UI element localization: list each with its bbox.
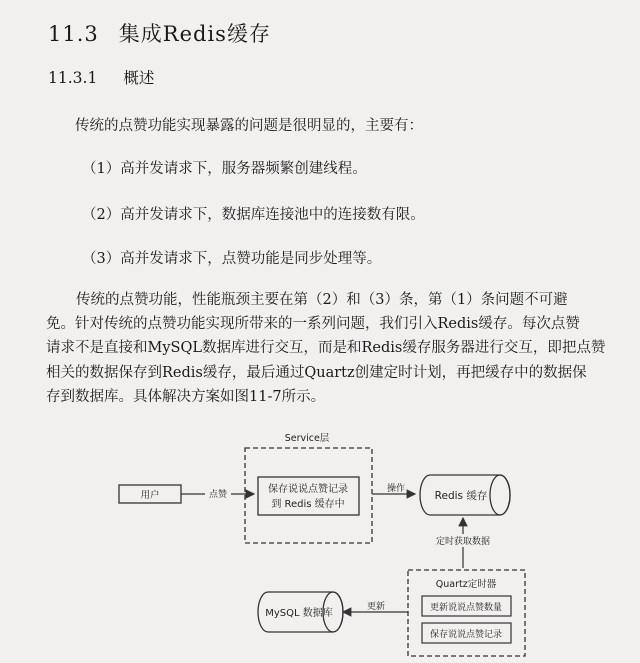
save-box-line1: 保存说说点赞记录 [268, 484, 348, 495]
user-label: 用户 [140, 490, 160, 501]
paragraph-line: 存到数据库。具体解决方案如图11-7所示。 [46, 388, 326, 405]
paragraph-line: 请求不是直接和MySQL数据库进行交互，而是和Redis缓存服务器进行交互，即把点赞 [46, 340, 606, 357]
subsection-number: 11.3.1 [48, 69, 98, 87]
intro-text: 传统的点赞功能实现暴露的问题是很明显的，主要有： [75, 118, 423, 134]
save-box-line2: 到 Redis 缓存中 [271, 499, 345, 510]
service-layer-label: Service层 [284, 433, 330, 444]
update-count-label: 更新说说点赞数量 [429, 603, 503, 613]
section-title: 集成Redis缓存 [118, 22, 271, 46]
paragraph-line: 传统的点赞功能，性能瓶颈主要在第（2）和（3）条，第（1）条问题不可避 [76, 292, 568, 308]
save-record-label: 保存说说点赞记录 [429, 630, 503, 640]
quartz-label: Quartz定时器 [435, 579, 497, 590]
paragraph-line: 相关的数据保存到Redis缓存，最后通过Quartz创建定时计划，再把缓存中的数据保 [46, 364, 587, 381]
operate-label: 操作 [386, 484, 406, 494]
subsection-title: 概述 [123, 69, 155, 87]
service-layer-box [245, 448, 372, 543]
mysql-label: MySQL 数据库 [265, 608, 333, 619]
issue-item-3: （3）高并发请求下，点赞功能是同步处理等。 [82, 251, 382, 267]
paragraph-line: 免。针对传统的点赞功能实现所带来的一系列问题，我们引入Redis缓存。每次点赞 [46, 316, 580, 333]
timed-fetch-label: 定时获取数据 [435, 537, 491, 547]
redis-label: Redis 缓存 [434, 490, 488, 502]
update-label: 更新 [366, 602, 386, 612]
issue-item-1: （1）高并发请求下，服务器频繁创建线程。 [82, 161, 367, 177]
section-number: 11.3 [48, 22, 99, 46]
issue-item-2: （2）高并发请求下，数据库连接池中的连接数有限。 [82, 207, 425, 223]
click-like-label: 点赞 [208, 490, 228, 500]
